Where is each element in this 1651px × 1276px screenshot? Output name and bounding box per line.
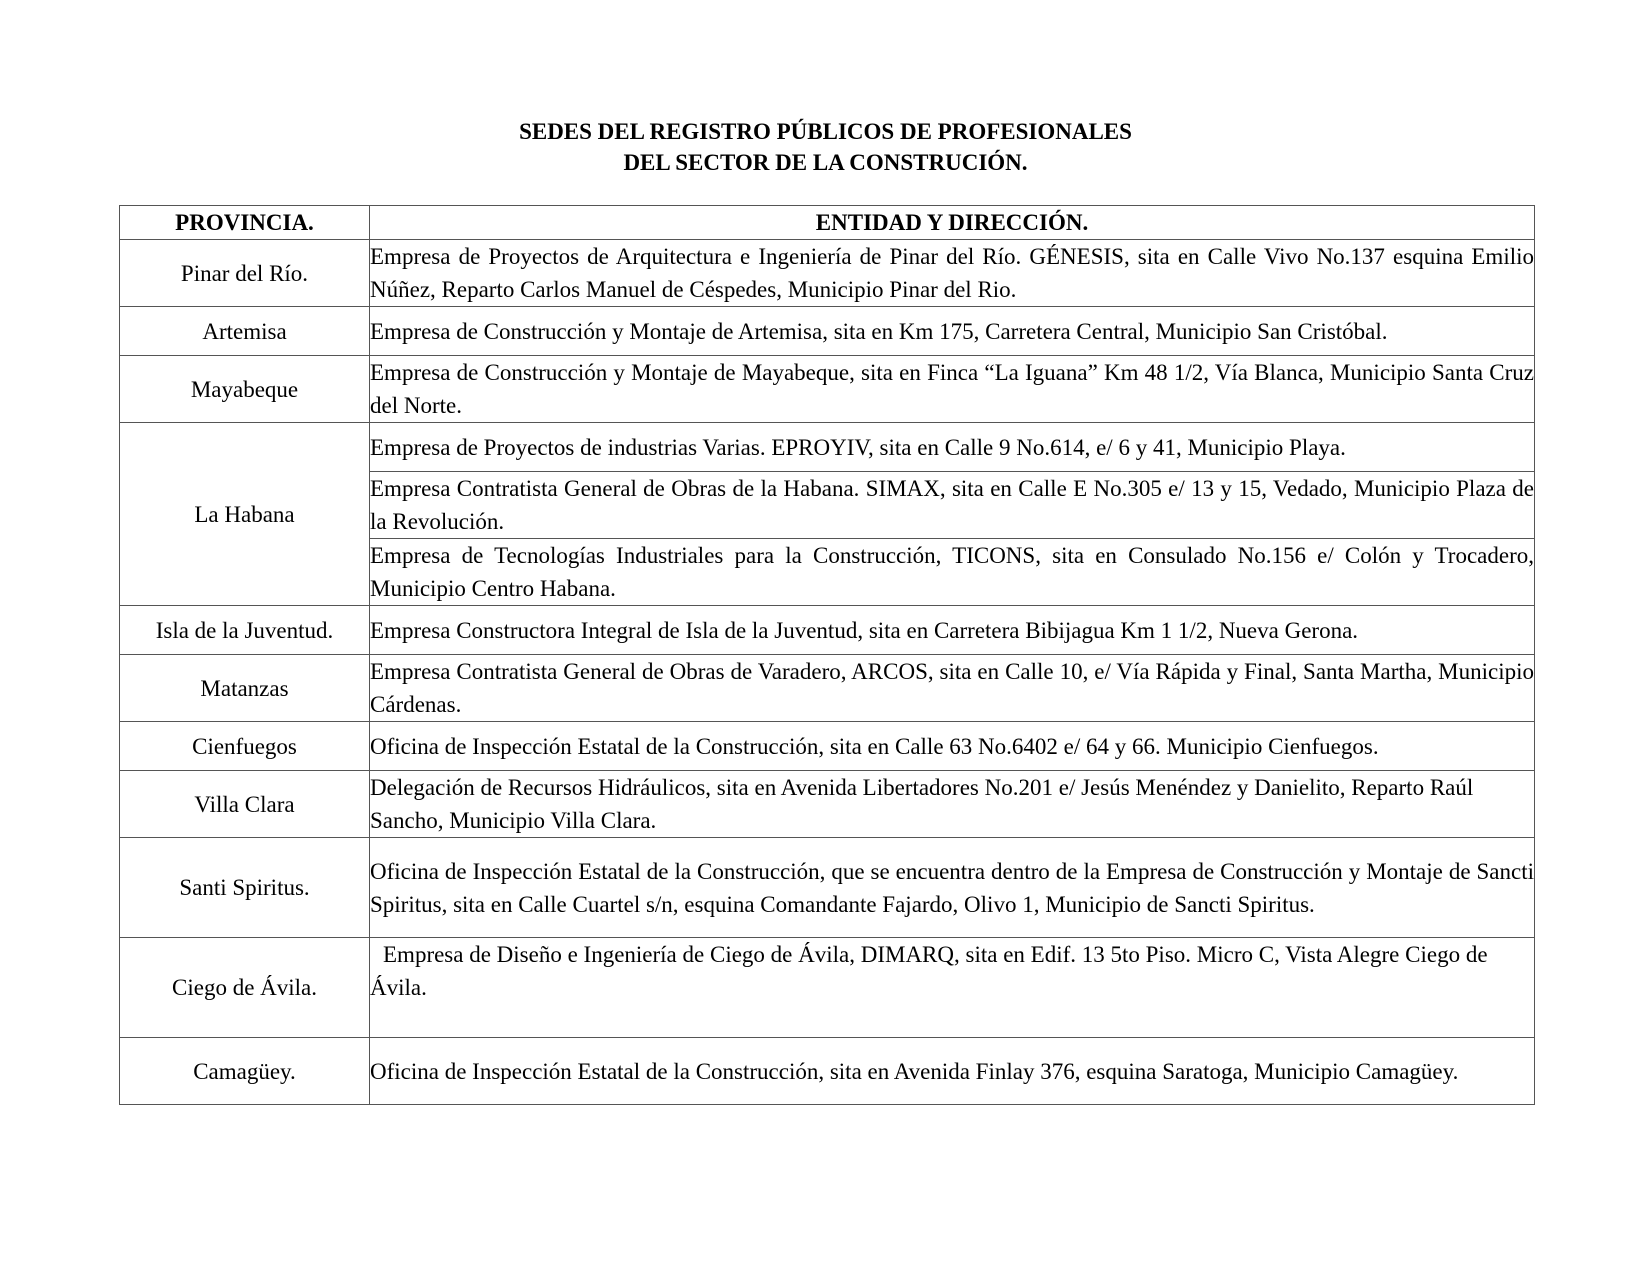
entity-cell: Empresa Contratista General de Obras de la Habana. SIMAX, sita en Calle E No.305 e/ 13 y 15, Vedado, Municipio Plaza de la Revolución. [370, 472, 1535, 539]
province-cell: Artemisa [120, 307, 370, 356]
entity-cell: Oficina de Inspección Estatal de la Construcción, que se encuentra dentro de la Empresa de Construcción y Montaje de Sancti Spiritus, sita en Calle Cuartel s/n, esquina Comandante Fajardo, Olivo 1, Municipio de Sancti Spiritus. [370, 838, 1535, 938]
header-provincia: PROVINCIA. [120, 206, 370, 240]
table-row [120, 423, 1535, 472]
title-line-2: DEL SECTOR DE LA CONSTRUCIÓN. [623, 150, 1028, 175]
entity-cell: Empresa de Construcción y Montaje de Mayabeque, sita en Finca “La Iguana” Km 48 1/2, Vía Blanca, Municipio Santa Cruz del Norte. [370, 356, 1535, 423]
document-title [0, 116, 1651, 178]
entity-cell: Empresa Contratista General de Obras de Varadero, ARCOS, sita en Calle 10, e/ Vía Rápida y Final, Santa Martha, Municipio Cárdenas. [370, 655, 1535, 722]
registry-table [119, 205, 1535, 1105]
entity-cell: Empresa Constructora Integral de Isla de la Juventud, sita en Carretera Bibijagua Km 1 1/2, Nueva Gerona. [370, 606, 1535, 655]
province-cell: Pinar del Río. [120, 240, 370, 307]
entity-cell: Oficina de Inspección Estatal de la Construcción, sita en Avenida Finlay 376, esquina Saratoga, Municipio Camagüey. [370, 1038, 1535, 1105]
title-line-1: SEDES DEL REGISTRO PÚBLICOS DE PROFESIONALES [519, 119, 1132, 144]
table-row [120, 606, 1535, 655]
province-cell: Camagüey. [120, 1038, 370, 1105]
province-cell: La Habana [120, 423, 370, 606]
table-row [120, 356, 1535, 423]
table-row [120, 771, 1535, 838]
province-cell: Ciego de Ávila. [120, 938, 370, 1038]
entity-cell: Empresa de Proyectos de Arquitectura e Ingeniería de Pinar del Río. GÉNESIS, sita en Calle Vivo No.137 esquina Emilio Núñez, Reparto Carlos Manuel de Céspedes, Municipio Pinar del Rio. [370, 240, 1535, 307]
header-entidad: ENTIDAD Y DIRECCIÓN. [370, 206, 1535, 240]
entity-cell: Empresa de Proyectos de industrias Varias. EPROYIV, sita en Calle 9 No.614, e/ 6 y 41, Municipio Playa. [370, 423, 1535, 472]
province-cell: Cienfuegos [120, 722, 370, 771]
table-header-row [120, 206, 1535, 240]
table-row [120, 722, 1535, 771]
entity-cell: Empresa de Diseño e Ingeniería de Ciego de Ávila, DIMARQ, sita en Edif. 13 5to Piso. Micro C, Vista Alegre Ciego de Ávila. [370, 938, 1535, 1038]
table-row [120, 838, 1535, 938]
table-row [120, 307, 1535, 356]
table-row [120, 938, 1535, 1038]
table-row [120, 1038, 1535, 1105]
province-cell: Santi Spiritus. [120, 838, 370, 938]
entity-cell: Empresa de Construcción y Montaje de Artemisa, sita en Km 175, Carretera Central, Municipio San Cristóbal. [370, 307, 1535, 356]
province-cell: Matanzas [120, 655, 370, 722]
province-cell: Villa Clara [120, 771, 370, 838]
entity-cell: Oficina de Inspección Estatal de la Construcción, sita en Calle 63 No.6402 e/ 64 y 66. Municipio Cienfuegos. [370, 722, 1535, 771]
province-cell: Mayabeque [120, 356, 370, 423]
entity-cell: Delegación de Recursos Hidráulicos, sita en Avenida Libertadores No.201 e/ Jesús Menéndez y Danielito, Reparto Raúl Sancho, Municipio Villa Clara. [370, 771, 1535, 838]
table-row [120, 240, 1535, 307]
province-cell: Isla de la Juventud. [120, 606, 370, 655]
entity-cell: Empresa de Tecnologías Industriales para la Construcción, TICONS, sita en Consulado No.156 e/ Colón y Trocadero, Municipio Centro Habana. [370, 539, 1535, 606]
table-row [120, 655, 1535, 722]
